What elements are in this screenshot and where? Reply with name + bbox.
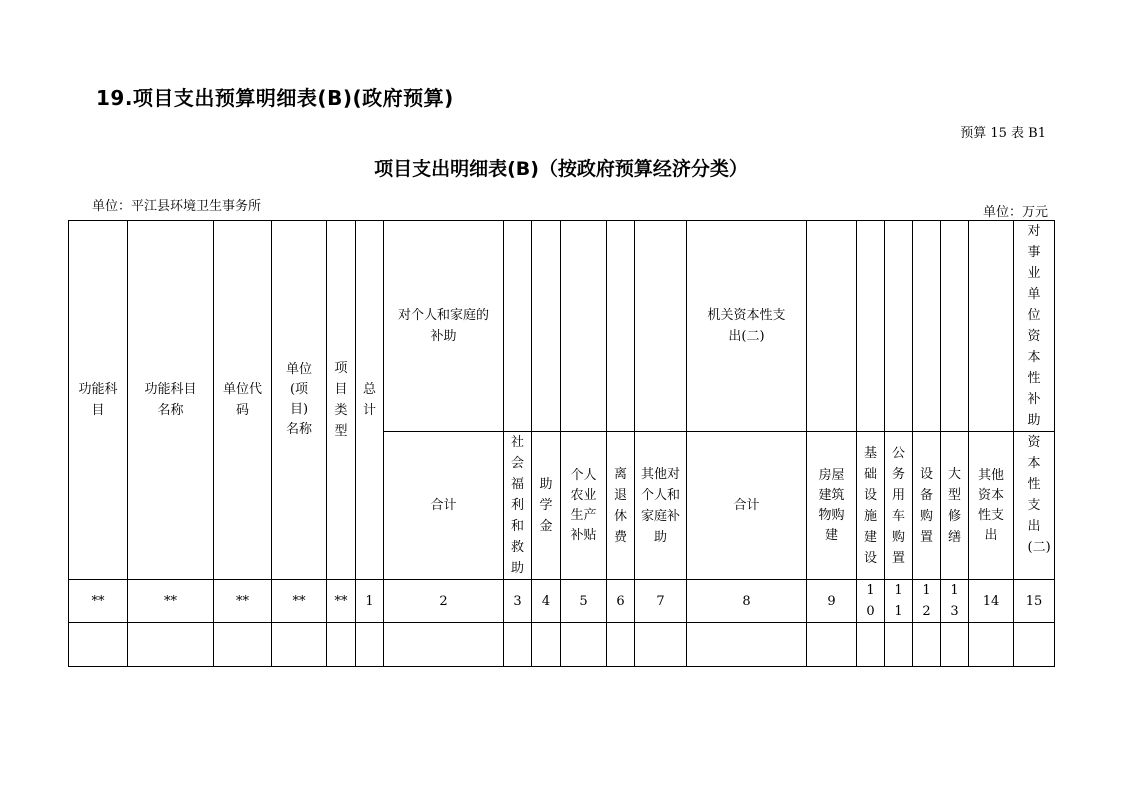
- header-total: 总计: [356, 221, 384, 580]
- header-personal-sum: 合计: [384, 432, 504, 580]
- index-cell: 15: [1014, 580, 1055, 623]
- index-cell: 9: [807, 580, 857, 623]
- header-social-welfare: 社会福利和救助: [504, 432, 532, 580]
- header-infrastructure: 基础设施建设: [857, 432, 885, 580]
- header-blank-6: [807, 221, 857, 432]
- header-unit-code: 单位代码: [214, 221, 272, 580]
- index-cell: 12: [913, 580, 941, 623]
- unit-left-label: 单位：平江县环境卫生事务所: [92, 199, 262, 214]
- header-blank-10: [941, 221, 969, 432]
- header-other-capital: 其他资本性支出: [969, 432, 1014, 580]
- header-proj-type: 项目类型: [327, 221, 356, 580]
- header-func-code: 功能科目: [69, 221, 128, 580]
- header-retirement: 离退休费: [607, 432, 635, 580]
- header-blank-5: [635, 221, 687, 432]
- index-cell: 14: [969, 580, 1014, 623]
- header-blank-2: [532, 221, 561, 432]
- index-cell: 2: [384, 580, 504, 623]
- index-cell: 4: [532, 580, 561, 623]
- index-cell: **: [272, 580, 327, 623]
- header-blank-3: [561, 221, 607, 432]
- header-blank-8: [885, 221, 913, 432]
- index-cell: 11: [885, 580, 913, 623]
- budget-table: [68, 220, 1055, 667]
- index-cell: 10: [857, 580, 885, 623]
- header-capital-sum: 合计: [687, 432, 807, 580]
- header-other-personal: 其他对个人和家庭补助: [635, 432, 687, 580]
- header-capital-exp2: 资本性支出(二): [1014, 432, 1055, 580]
- index-row: [69, 580, 1055, 623]
- header-equipment: 设备购置: [913, 432, 941, 580]
- header-vehicle: 公务用车购置: [885, 432, 913, 580]
- header-blank-1: [504, 221, 532, 432]
- header-blank-7: [857, 221, 885, 432]
- header-blank-11: [969, 221, 1014, 432]
- header-repair: 大型修缮: [941, 432, 969, 580]
- index-cell: **: [69, 580, 128, 623]
- unit-right-label: 单位：万元: [982, 205, 1048, 220]
- index-cell: 13: [941, 580, 969, 623]
- empty-data-row: [69, 623, 1055, 667]
- index-cell: 5: [561, 580, 607, 623]
- page-title: 19.项目支出预算明细表(B)(政府预算): [96, 86, 454, 110]
- index-cell: **: [214, 580, 272, 623]
- index-cell: 1: [356, 580, 384, 623]
- header-group-personal: 对个人和家庭的补助: [384, 221, 504, 432]
- table-subtitle: 项目支出明细表(B)（按政府预算经济分类）: [374, 158, 748, 180]
- header-row-1: [69, 221, 1055, 432]
- index-cell: **: [327, 580, 356, 623]
- index-cell: 7: [635, 580, 687, 623]
- header-blank-4: [607, 221, 635, 432]
- header-func-name: 功能科目名称: [128, 221, 214, 580]
- table-id: 预算 15 表 B1: [960, 126, 1046, 141]
- index-cell: 8: [687, 580, 807, 623]
- header-blank-9: [913, 221, 941, 432]
- index-cell: **: [128, 580, 214, 623]
- index-cell: 6: [607, 580, 635, 623]
- header-group-subsidy: 对事业单位资本性补助: [1014, 221, 1055, 432]
- header-group-capital: 机关资本性支出(二): [687, 221, 807, 432]
- header-agri-subsidy: 个人农业生产补贴: [561, 432, 607, 580]
- index-cell: 3: [504, 580, 532, 623]
- header-building: 房屋建筑物购建: [807, 432, 857, 580]
- header-scholarship: 助学金: [532, 432, 561, 580]
- header-unit-name: 单位(项目)名称: [272, 221, 327, 580]
